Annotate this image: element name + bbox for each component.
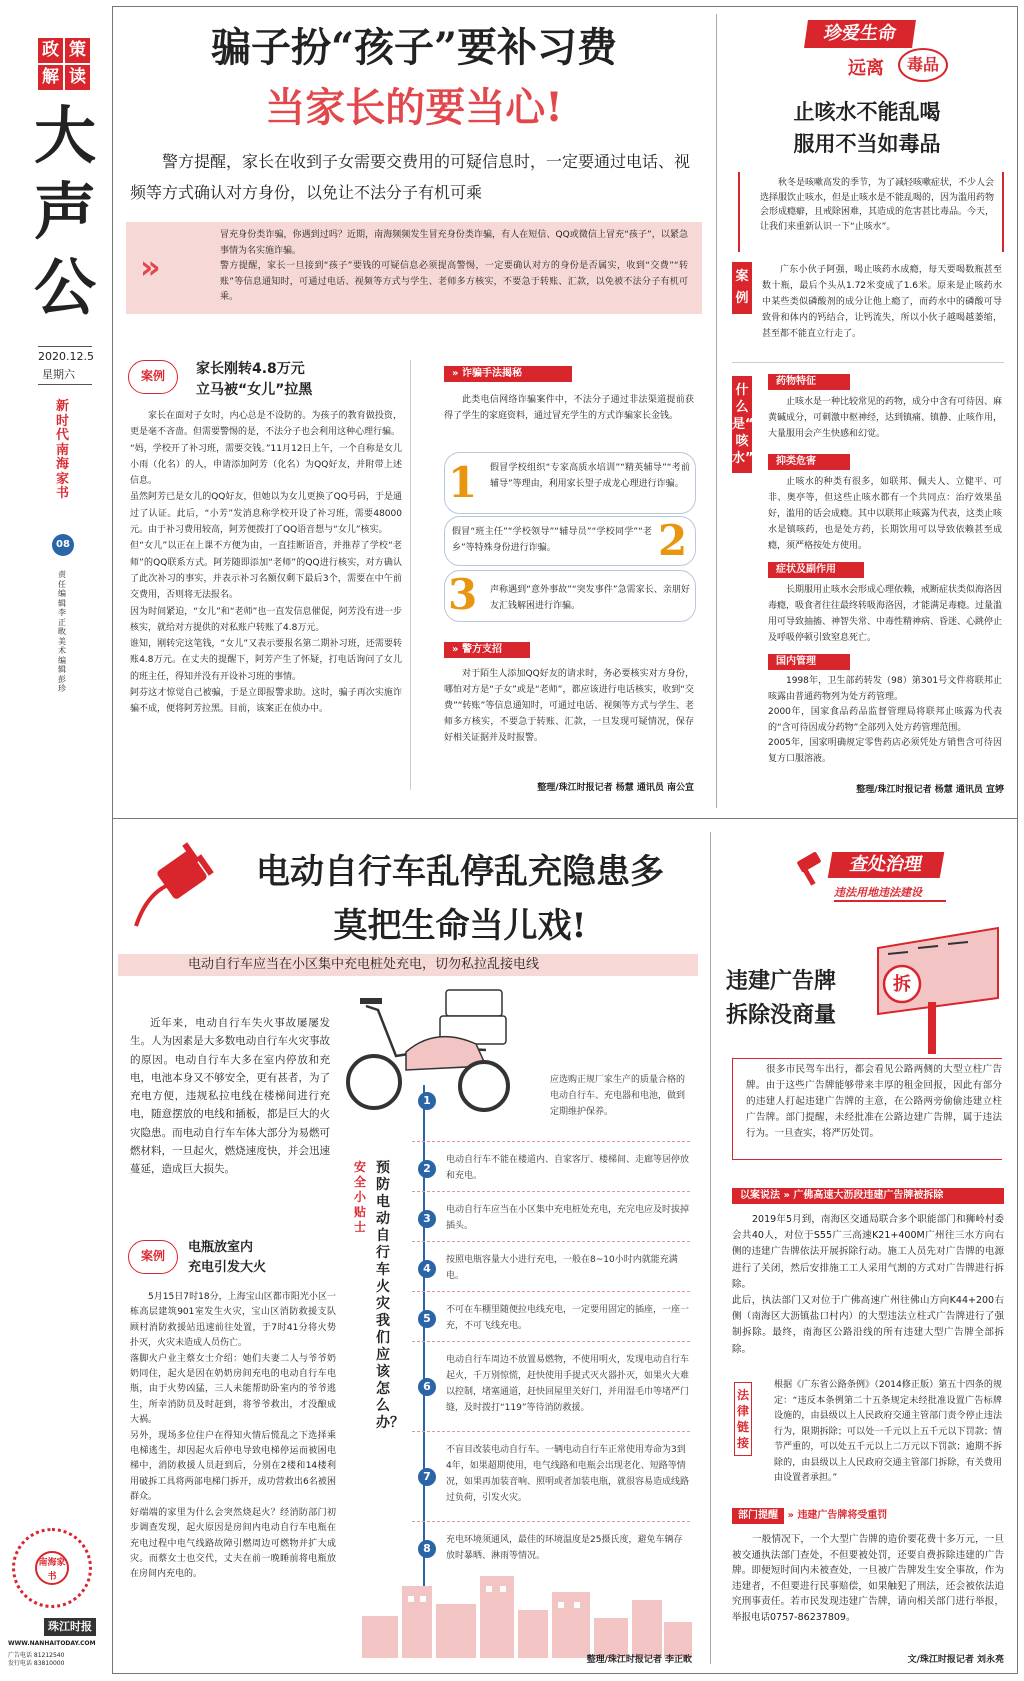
- tip-text: 电动自行车不能在楼道内、自家客厅、楼梯间、走廊等居停放和充电。: [446, 1155, 690, 1181]
- cough-banner-3: 毒品: [906, 55, 939, 74]
- qr-label: 南海家书: [35, 1551, 69, 1585]
- tip-number: 7: [418, 1468, 436, 1486]
- ebike-lead: 电动自行车应当在小区集中充电桩处充电，切勿私拉乱接电线: [188, 957, 540, 972]
- cough-title-1: 止咳水不能乱喝: [793, 99, 941, 124]
- fraud-police-tag: [444, 642, 530, 658]
- cough-case-body: 广东小伙子阿强，喝止咳药水成瘾，每天要喝数瓶甚至数十瓶，最后个头从1.72米变成了1.6米。原来是止咳药水中某些类似磷酸剂的成分让他上瘾了，而药水中的磷酸可导致骨和体内的钙结合，让钙流失，所以小伙子越喝越萎缩，甚至都不能直立行走了。: [762, 265, 1002, 339]
- billboard-case-title: 广佛高速大沥段违建广告牌被拆除: [793, 1190, 944, 1201]
- website: WWW.NANHAITODAY.COM: [8, 1640, 96, 1647]
- masthead-divider: [38, 384, 92, 385]
- phone-line: 发行电话 83810000: [8, 1660, 65, 1667]
- law-tag: 法律链接: [734, 1382, 752, 1456]
- fraud-intro-box: [126, 222, 702, 314]
- tip-text: 电动自行车应当在小区集中充电桩处充电，充完电应及时拔掉插头。: [446, 1205, 690, 1231]
- fraud-case-title-1: 家长刚转4.8万元: [196, 361, 305, 377]
- section-tag: [38, 38, 90, 90]
- cough-divider: [732, 362, 1004, 363]
- section-tag-char: 解: [38, 65, 63, 90]
- fraud-title-1: 骗子扮“孩子”要补习费: [210, 24, 617, 71]
- page-divider-horizontal: [112, 818, 1018, 819]
- cough-section-title-3: 症状及副作用: [768, 562, 864, 578]
- chevron-icon: »: [787, 1510, 798, 1521]
- remind-title: 违建广告牌将受重罚: [797, 1510, 888, 1521]
- ebike-byline: 整理/珠江时报记者 李正畋: [586, 1655, 692, 1665]
- ebike-case-body: 5月15日7时18分，上海宝山区都市阳光小区一栋高层建筑901室发生火灾，宝山区消防救援支队顾村消防救援站迅速前往处置，于7时41分将火势扑灭，火灾未造成人员伤亡。 落脚火户业主蔡女士介绍：她们夫妻二人与爷爷奶奶同住，起火是因在奶奶房间充电的电动自行车电瓶，由于火势凶猛，三人未能帮助卧室内的爷爷逃生，所幸消防员及时赶到，将爷爷救出，才没酿成大祸。 另外，现场多位住户在得知火情后慌乱之下选择乘电梯逃生，却因起火后停电导致电梯停运而被困电梯中，消防救援人员赶到后，分别在2楼和14楼利用破拆工具将两部电梯门拆开，成功营救出6名被困群众。 好端端的家里为什么会突然烧起火？经消防部门初步调查发现，起火原因是房间内电动自行车电瓶在充电过程中电气线路故障引燃周边可燃物并扩大成灾。而蔡女士也交代，丈夫在前一晚睡前将电瓶放在房间内充电的。: [130, 1292, 336, 1580]
- masthead: [0, 0, 104, 1681]
- double-chevron-icon: »: [140, 248, 161, 286]
- gavel-icon: [792, 852, 828, 888]
- tip-number: 6: [418, 1378, 436, 1396]
- column-name-char: 声: [33, 175, 96, 248]
- plug-icon: [126, 836, 222, 932]
- section-tag-char: 政: [38, 38, 63, 63]
- remind-tag: 部门提醒: [732, 1508, 784, 1524]
- city-skyline-illustration: [362, 1566, 692, 1658]
- chevron-icon: »: [783, 1190, 794, 1201]
- fraud-method-intro: 此类电信网络诈骗案件中，不法分子通过非法渠道提前获得了学生的家庭资料，通过冒充学生的方式诈骗家长金钱。: [444, 395, 694, 421]
- cough-banner-1: 珍爱生命: [804, 20, 916, 48]
- method-number-1: 1: [448, 458, 478, 507]
- no-drugs-icon: [898, 48, 948, 82]
- phone-line: 广告电话 81212540: [8, 1652, 65, 1659]
- chevron-icon: »: [452, 368, 462, 379]
- paper-name: 珠江时报: [44, 1618, 96, 1636]
- fraud-byline: 整理/珠江时报记者 杨慧 通讯员 南公宣: [537, 783, 694, 793]
- issue-date: 2020.12.5: [38, 350, 94, 363]
- section-tag-char: 策: [65, 38, 90, 63]
- column-name-char: 公: [33, 251, 96, 324]
- fraud-lead: 警方提醒，家长在收到子女需要交费用的可疑信息时，一定要通过电话、视频等方式确认对方身份，以免让不法分子有机可乘: [130, 152, 691, 202]
- ebike-case-title-2: 充电引发大火: [188, 1260, 267, 1275]
- cough-banner: [786, 20, 1012, 82]
- billboard-illustration: [868, 918, 1008, 1054]
- tip-row: [412, 1348, 690, 1432]
- tip-text: 充电环境须通风，最佳的环境温度是25摄氏度，避免车辆存放时暴晒、淋雨等情况。: [446, 1535, 683, 1561]
- billboard-case-bar: [732, 1188, 1004, 1204]
- billboard-case-tag: 以案说法: [740, 1190, 780, 1201]
- fraud-police-tag-label: 警方支招: [461, 644, 502, 655]
- tip-row: [412, 1148, 690, 1192]
- safety-label: 安全小贴士: [354, 1160, 367, 1234]
- method-number-3: 3: [448, 570, 478, 619]
- fraud-title-2: 当家长的要当心!: [265, 84, 563, 131]
- column-divider-top: [716, 14, 717, 808]
- billboard-title-2: 拆除没商量: [726, 1002, 837, 1028]
- fraud-case-title-2: 立马被“女儿”拉黑: [196, 382, 313, 398]
- cough-section-title-4: 国内管理: [768, 654, 850, 670]
- cough-side-label: 什么是“止咳水”: [732, 376, 752, 473]
- column-name-char: 大: [33, 99, 96, 172]
- ebike-lead-bar: [118, 954, 698, 976]
- paper-slogan: 新时代南海家书: [56, 399, 70, 501]
- tip-number: 3: [418, 1210, 436, 1228]
- cough-section-text-1: 止咳水是一种比较常见的药物，成分中含有可待因、麻黄碱成分，可刺激中枢神经，达到镇痛、镇静、止咳作用，大量服用会产生快感和幻觉。: [768, 397, 1003, 439]
- cough-intro: 秋冬是咳嗽高发的季节，为了减轻咳嗽症状，不少人会选择服饮止咳水，但是止咳水是不能乱喝的，因为滥用药物会形成瘾癖，且戒除困难，其造成的危害甚比毒品。今天，让我们来重新认识一下“止咳水”。: [760, 178, 995, 232]
- method-text-3: 声称遇到“意外事故”“突发事件”急需家长、亲朋好友汇钱解困进行诈骗。: [490, 585, 690, 611]
- page-number: 08: [52, 534, 74, 556]
- tip-number: 1: [418, 1092, 436, 1110]
- billboard-banner-1: 查处治理: [828, 852, 945, 878]
- tip-row: [412, 1198, 690, 1242]
- fraud-method-tag: [444, 366, 572, 382]
- tip-row: [412, 1248, 690, 1292]
- qr-code: [12, 1528, 92, 1608]
- remind-bar: [732, 1508, 1004, 1524]
- fraud-police-tips: 对于陌生人添加QQ好友的请求时，务必要核实对方身份，哪怕对方是“子女”或是“老师”，都应该进行电话核实，收到“交费”“转账”等信息通知时，可通过电话、视频等方式与学生、老师多方核实，不要急于转账、汇款，一旦发现可疑情况，保存好相关证据并及时报警。: [444, 669, 694, 743]
- cough-section-text-3: 长期服用止咳水会形成心理依赖，戒断症状类似海洛因毒瘾，吸食者往往最终转吸海洛因，才能满足毒瘾。过量滥用可导致抽搐、神智失常、中毒性精神病、昏迷、心跳停止及呼吸停顿引致窒息死亡。: [768, 585, 1003, 643]
- billboard-intro: 很多市民驾车出行，都会看见公路两侧的大型立柱广告牌。由于这些广告牌能够带来丰厚的租金回报，因此有部分的违建人打起违建广告牌的主意，在公路两旁偷偷违建立柱广告牌。部门提醒，未经批准在公路边建广告牌，属于违法行为。一旦查实，将严厉处罚。: [746, 1064, 1002, 1139]
- ebike-body: 近年来，电动自行车失火事故屡屡发生。人为因素是大多数电动自行车火灾事故的原因。电动自行车大多在室内停放和充电，电池本身又不够安全，更有甚者，为了充电方便，违规私拉电线在楼梯间进行充电，随意摆放的电线和插板，都是巨大的火灾隐患。而电动自行车车体大部分为易燃可燃材料，一旦起火，燃烧速度快，并会迅速蔓延，造成巨大损失。: [130, 1017, 330, 1176]
- tip-text: 不盲目改装电动自行车。一辆电动自行车正常使用寿命为3到4年，如果超期使用，电气线路和电瓶会出现老化、短路等情况，如果再加装音响、照明或者加装电瓶，就很容易造成线路过负荷，引发火灾。: [446, 1445, 690, 1503]
- cough-banner-2: 远离: [848, 58, 884, 79]
- ebike-title-2: 莫把生命当儿戏!: [333, 906, 587, 946]
- tip-number: 5: [418, 1310, 436, 1328]
- billboard-title-1: 违建广告牌: [726, 968, 837, 994]
- tip-text: 电动自行车周边不放置易燃物，不使用明火，发现电动自行车起火，千万别惊慌，赶快使用手提式灭火器扑灭，如果火大难以控制，堵塞通道，赶快回屋里关好门，并用湿毛巾等堵严门缝，及时拨打“119”等待消防救援。: [446, 1355, 690, 1413]
- cough-byline: 整理/珠江时报记者 杨慧 通讯员 宣婷: [856, 785, 1004, 795]
- method-text-2: 假冒“班主任”“学校领导”“辅导员”“学校同学”“老乡”等特殊身份进行诈骗。: [452, 527, 652, 553]
- column-divider: [410, 360, 411, 790]
- tip-number: 4: [418, 1260, 436, 1278]
- tip-row: [412, 1438, 690, 1522]
- tip-number: 2: [418, 1160, 436, 1178]
- column-name: [30, 98, 100, 326]
- safety-title: 预防电动自行车火灾 我们应该怎么办？: [376, 1160, 404, 1431]
- billboard-byline: 文/珠江时报记者 刘永亮: [907, 1655, 1004, 1665]
- tip-text: 按照电瓶容量大小进行充电，一般在8~10小时内就能充满电。: [446, 1255, 678, 1281]
- cough-title-2: 服用不当如毒品: [793, 131, 941, 156]
- column-divider-bottom: [710, 832, 711, 1664]
- fraud-intro: 冒充身份类诈骗，你遇到过吗？近期，南海频频发生冒充身份类诈骗，有人在短信、QQ或微信上冒充“孩子”，以紧急事情为名实施诈骗。 警方提醒，家长一旦接到“孩子”要钱的可疑信息必须提高警惕，一定要确认对方的身份是否属实，收到“交费”“转账”等信息通知时，可通过电话、视频等方式与学生、老师多方核实，不要急于转账、汇款，以免被不法分子有机可乘。: [220, 230, 688, 302]
- chevron-icon: »: [452, 644, 462, 655]
- demolish-char: 拆: [893, 974, 911, 995]
- tip-row: [412, 1298, 690, 1342]
- cough-section-text-2: 止咳水的种类有很多，如联邦、佩夫人、立健平、可非、奥亭等，但这些止咳水都有一个共同点：治疗效果虽好，滥用的话会成瘾。其中以联邦止咳露为代表，这类止咳水是镇咳药，也是处方药，长期饮用可以导致依赖甚至成瘾，须严格按处方使用。: [768, 477, 1003, 551]
- fraud-method-tag-label: 诈骗手法揭秘: [461, 368, 522, 379]
- cough-section-title-2: 抑类危害: [768, 454, 850, 470]
- ebike-case-badge: 案例: [128, 1240, 178, 1274]
- issue-weekday: 星期六: [42, 368, 75, 381]
- tip-row: [412, 1072, 690, 1142]
- fraud-case-badge: 案例: [128, 360, 178, 394]
- fraud-case-body: 家长在面对子女时，内心总是不设防的。为孩子的教育做投资，更是毫不吝啬。但需要警惕的是，不法分子也会利用这种心理行骗。 “妈，学校开了补习班，需要交钱。”11月12日上午，一个自称是女儿小雨（化名）的人，申请添加阿芳（化名）为QQ好友，并附带上述信息。 虽然阿芳已是女儿的QQ好友，但她以为女儿更换了QQ号码，于是通过了认证。此后，“小芳”发消息称学校开设了补习班，需要48000元。由于补习费用较高，阿芳便拨打了QQ语音想与“女儿”核实。 但“女儿”以正在上课不方便为由，一直挂断语音，并推荐了学校“老师”的QQ联系方式。阿芳随即添加“老师”的QQ进行核实，对方确认了此次补习的事实，并表示补习名额仅剩下最后3个，需要在中午前交费用，否则将无法报名。 因为时间紧迫，“女儿”和“老师”也一直发信息催促，阿芳没有进一步核实，就给对方提供的对私账户转账了4.8万元。 谁知，刚转完这笔钱，“女儿”又表示要报名第二期补习班，还需要转账4.8万元。在丈夫的提醒下，阿芳产生了怀疑，打电话询问了女儿的班主任，得知并没有开设补习班的事情。 阿芬这才惊觉自己被骗，于是立即报警求助。这时，骗子再次实施诈骗不成，便将阿芳拉黑。目前，该案正在侦办中。: [130, 411, 402, 715]
- ebike-title-1: 电动自行车乱停乱充隐患多: [256, 852, 664, 892]
- method-number-2: 2: [658, 516, 688, 565]
- tip-text: 应选购正规厂家生产的质量合格的电动自行车、充电器和电池，做到定期维护保养。: [550, 1075, 686, 1117]
- tip-number: 8: [418, 1540, 436, 1558]
- section-tag-char: 读: [65, 65, 90, 90]
- law-text: 根据《广东省公路条例》（2014修正版）第五十四条的规定：“违反本条例第二十五条规定未经批准设置广告标牌设施的，由县级以上人民政府交通主管部门责令停止违法行为，限期拆除；可以处一千元以上五千元以下罚款；情节严重的，可以处五千元以上二万元以下罚款；逾期不拆除的，由县级以上人民政府交通主管部门拆除，有关费用由设置者承担。”: [774, 1380, 1002, 1483]
- billboard-case-body: 2019年5月到，南海区交通局联合多个职能部门和狮岭村委会共40人，对位于S55广三高速K21+400M广州往三水方向右侧的违建广告牌依法开展拆除行动。施工人员先对广告牌的电源进行了关闭，然后安排施工工人采用气割的方式对广告牌进行拆除。 此后，执法部门又对位于广佛高速广州往佛山方向K44+200右侧（南海区大沥镇盐口村内）的大型违法立柱式广告牌进行了强制拆除。最终，南海区公路沿线的所有违建大型广告牌全部拆除。: [732, 1214, 1004, 1355]
- method-text-1: 假冒学校组织“专家高质水培训”“精英辅导”“考前辅导”等理由，利用家长望子成龙心理进行诈骗。: [490, 463, 690, 489]
- cough-case-tag: 案例: [732, 262, 752, 314]
- masthead-divider: [38, 346, 92, 347]
- billboard-banner-2: 违法用地违法建设: [834, 884, 946, 902]
- credits: 责任编辑 李正畋 美术编辑 彭珍: [58, 570, 66, 693]
- tip-text: 不可在车棚里随便拉电线充电，一定要用固定的插座，一座一充，不可飞线充电。: [446, 1305, 690, 1331]
- cough-section-title-1: 药物特征: [768, 374, 850, 390]
- ebike-case-title-1: 电瓶放室内: [188, 1240, 254, 1255]
- cough-section-text-4: 1998年，卫生部药转发（98）第301号文件将联邦止咳露由普通药物列为处方药管理。 2000年，国家食品药品监督管理局将联邦止咳露为代表的“含可待因成分药物”全部列入处方药管理范围。 2005年，国家明确规定零售药店必须凭处方销售含可待因复方口服溶液。: [768, 676, 1002, 764]
- remind-body: 一般情况下，一个大型广告牌的造价要花费十多万元，一旦被交通执法部门查处，不但要被处罚，还要自费拆除违建的广告牌。即便短时间内未被查处，一旦被广告牌发生安全事故，作为违建者，不但要进行民事赔偿，如果触犯了刑法，还会被依法追究刑事责任。若市民发现违建广告牌，请向相关部门进行举报，举报电话0757-86237809。: [732, 1534, 1004, 1623]
